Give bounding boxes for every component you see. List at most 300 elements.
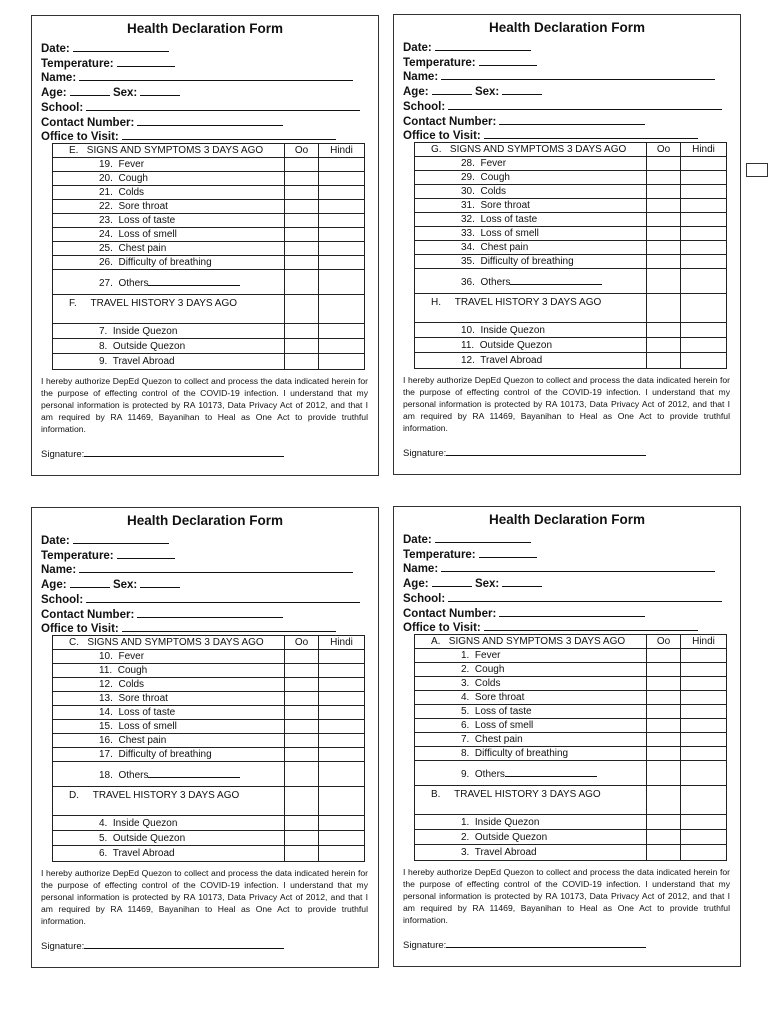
table-row xyxy=(415,353,727,369)
travel-label: Travel Abroad xyxy=(112,848,175,859)
travel-label: Outside Quezon xyxy=(112,832,186,844)
yes-checkbox[interactable] xyxy=(647,353,681,369)
item-number: 7. xyxy=(461,734,470,745)
item-number: 33. xyxy=(461,228,475,239)
no-checkbox[interactable] xyxy=(681,663,727,677)
yes-checkbox[interactable] xyxy=(285,846,319,862)
yes-checkbox[interactable] xyxy=(647,830,681,845)
contact-number-field-label: Contact Number: xyxy=(41,117,135,129)
yes-checkbox[interactable] xyxy=(647,719,681,733)
yes-checkbox[interactable] xyxy=(647,733,681,747)
office-to-visit-field-label: Office to Visit: xyxy=(403,130,481,142)
symptom-label: Difficulty of breathing xyxy=(118,749,212,760)
symptom-label: Chest pain xyxy=(474,734,523,745)
no-checkbox[interactable] xyxy=(681,845,727,861)
symptom-label: Fever xyxy=(474,650,501,661)
office-to-visit-field[interactable] xyxy=(41,621,336,635)
item-number: 12. xyxy=(99,679,113,690)
item-number: 14. xyxy=(99,707,113,718)
office-to-visit-field-label: Office to Visit: xyxy=(41,623,119,635)
item-number: 36. xyxy=(461,276,475,288)
section-letter: A. xyxy=(431,636,441,647)
contact-number-field-label: Contact Number: xyxy=(41,609,135,621)
table-header-row xyxy=(53,636,365,650)
no-checkbox[interactable] xyxy=(681,227,727,241)
signature-field[interactable] xyxy=(41,447,284,460)
no-checkbox[interactable] xyxy=(319,270,365,295)
symptom-label: Fever xyxy=(118,651,145,662)
school-field-label: School: xyxy=(403,593,446,605)
age-label: Age: xyxy=(403,578,429,590)
table-header-row xyxy=(415,143,727,157)
table-row xyxy=(415,733,727,747)
form-title: Health Declaration Form xyxy=(488,512,646,527)
table-row xyxy=(53,846,365,862)
yes-checkbox[interactable] xyxy=(285,354,319,370)
item-number: 1. xyxy=(461,650,470,661)
sex-label: Sex: xyxy=(474,578,500,590)
no-checkbox[interactable] xyxy=(319,846,365,862)
no-checkbox[interactable] xyxy=(319,816,365,831)
contact-number-field[interactable] xyxy=(41,607,283,621)
item-number: 26. xyxy=(99,257,113,268)
no-checkbox[interactable] xyxy=(681,185,727,199)
no-checkbox[interactable] xyxy=(319,354,365,370)
name-field-label: Name: xyxy=(41,72,77,84)
table-row xyxy=(53,256,365,270)
travel-label: Inside Quezon xyxy=(474,816,540,828)
table-row xyxy=(415,663,727,677)
item-number: 9. xyxy=(99,356,108,367)
no-checkbox[interactable] xyxy=(319,831,365,846)
yes-checkbox[interactable] xyxy=(647,157,681,171)
health-declaration-form xyxy=(31,15,379,476)
section-letter: D. xyxy=(69,790,79,801)
travel-title: TRAVEL HISTORY 3 DAYS AGO xyxy=(454,789,601,800)
no-checkbox[interactable] xyxy=(681,677,727,691)
school-field[interactable] xyxy=(403,99,722,113)
table-row xyxy=(415,845,727,861)
travel-label: Outside Quezon xyxy=(474,831,548,843)
no-checkbox[interactable] xyxy=(319,158,365,172)
item-number: 10. xyxy=(461,324,475,336)
yes-checkbox[interactable] xyxy=(647,691,681,705)
no-checkbox[interactable] xyxy=(681,269,727,294)
name-field-label: Name: xyxy=(403,563,439,575)
table-row xyxy=(53,650,365,664)
no-checkbox[interactable] xyxy=(319,256,365,270)
no-checkbox[interactable] xyxy=(681,691,727,705)
age-sex-field[interactable] xyxy=(41,85,180,99)
name-field[interactable] xyxy=(403,69,715,83)
travel-label: Travel Abroad xyxy=(112,356,175,367)
symptom-label: Difficulty of breathing xyxy=(118,257,212,268)
no-checkbox[interactable] xyxy=(319,242,365,256)
signature-field[interactable] xyxy=(403,938,646,951)
yes-checkbox[interactable] xyxy=(285,214,319,228)
item-number: 30. xyxy=(461,186,475,197)
no-checkbox[interactable] xyxy=(681,761,727,786)
no-checkbox[interactable] xyxy=(681,353,727,369)
travel-header-row xyxy=(53,787,365,816)
name-field-label: Name: xyxy=(41,564,77,576)
sex-label: Sex: xyxy=(474,86,500,98)
item-number: 11. xyxy=(99,665,113,676)
yes-checkbox[interactable] xyxy=(285,650,319,664)
no-checkbox[interactable] xyxy=(319,678,365,692)
yes-checkbox[interactable] xyxy=(285,831,319,846)
yes-header: Oo xyxy=(285,636,319,650)
symptom-label: Others xyxy=(118,277,149,289)
no-checkbox[interactable] xyxy=(681,705,727,719)
yes-checkbox[interactable] xyxy=(285,270,319,295)
yes-checkbox[interactable] xyxy=(285,816,319,831)
yes-checkbox[interactable] xyxy=(285,692,319,706)
table-row xyxy=(53,242,365,256)
yes-checkbox[interactable] xyxy=(647,227,681,241)
signature-label: Signature: xyxy=(403,940,447,951)
form-title: Health Declaration Form xyxy=(488,20,646,35)
school-field-label: School: xyxy=(41,102,84,114)
signs-title: SIGNS AND SYMPTOMS 3 DAYS AGO xyxy=(449,144,627,155)
no-checkbox[interactable] xyxy=(681,241,727,255)
health-declaration-form xyxy=(393,506,741,967)
no-checkbox[interactable] xyxy=(681,171,727,185)
temperature-field[interactable] xyxy=(41,548,175,562)
yes-checkbox[interactable] xyxy=(647,323,681,338)
no-checkbox[interactable] xyxy=(319,664,365,678)
consent-text: I hereby authorize DepEd Quezon to collect and process the data indicated herein for the purpose of effecting control of the COVID-19 infection. I understand that my personal information is protected by RA 10173, Data Privacy Act of 2012, and that I am required by RA 11469, Bayanihan to Heal as One Act to provide truthful information. xyxy=(403,375,730,433)
no-checkbox[interactable] xyxy=(319,172,365,186)
yes-checkbox[interactable] xyxy=(285,256,319,270)
item-number: 2. xyxy=(461,831,470,843)
section-letter: F. xyxy=(69,298,77,309)
no-checkbox[interactable] xyxy=(681,815,727,830)
yes-checkbox[interactable] xyxy=(285,200,319,214)
yes-checkbox[interactable] xyxy=(285,762,319,787)
contact-number-field[interactable] xyxy=(403,114,645,128)
table-row xyxy=(415,323,727,338)
item-number: 32. xyxy=(461,214,475,225)
symptom-label: Cough xyxy=(118,173,148,184)
item-number: 5. xyxy=(461,706,470,717)
no-checkbox[interactable] xyxy=(681,747,727,761)
item-number: 28. xyxy=(461,158,475,169)
table-row xyxy=(53,678,365,692)
office-to-visit-field[interactable] xyxy=(403,620,698,634)
yes-checkbox[interactable] xyxy=(285,172,319,186)
yes-checkbox[interactable] xyxy=(285,678,319,692)
symptom-label: Colds xyxy=(480,186,507,197)
school-field[interactable] xyxy=(41,592,360,606)
temperature-field-label: Temperature: xyxy=(41,550,114,562)
table-row xyxy=(415,157,727,171)
symptom-label: Loss of taste xyxy=(480,214,538,225)
yes-checkbox[interactable] xyxy=(647,663,681,677)
item-number: 6. xyxy=(99,848,108,859)
table-header-row xyxy=(415,635,727,649)
school-field[interactable] xyxy=(403,591,722,605)
yes-checkbox[interactable] xyxy=(285,242,319,256)
no-checkbox[interactable] xyxy=(681,323,727,338)
item-number: 15. xyxy=(99,721,113,732)
item-number: 31. xyxy=(461,200,475,211)
no-checkbox[interactable] xyxy=(319,734,365,748)
item-number: 11. xyxy=(461,339,475,351)
date-field-label: Date: xyxy=(41,43,70,55)
symptom-label: Sore throat xyxy=(118,201,168,212)
age-label: Age: xyxy=(41,87,67,99)
yes-checkbox[interactable] xyxy=(285,706,319,720)
item-number: 2. xyxy=(461,664,470,675)
section-letter: B. xyxy=(431,789,441,800)
table-row xyxy=(415,705,727,719)
symptom-label: Cough xyxy=(474,664,505,675)
age-sex-field[interactable] xyxy=(403,576,542,590)
symptom-label: Loss of smell xyxy=(480,228,539,239)
table-row xyxy=(415,649,727,663)
symptom-label: Loss of taste xyxy=(474,706,532,717)
no-checkbox[interactable] xyxy=(319,720,365,734)
signature-field[interactable] xyxy=(403,446,646,459)
no-checkbox[interactable] xyxy=(319,214,365,228)
travel-label: Inside Quezon xyxy=(112,325,178,337)
yes-checkbox[interactable] xyxy=(647,705,681,719)
table-row xyxy=(415,761,727,786)
date-field-label: Date: xyxy=(403,534,432,546)
yes-checkbox[interactable] xyxy=(285,720,319,734)
table-row xyxy=(53,692,365,706)
symptom-label: Loss of smell xyxy=(118,721,177,732)
yes-checkbox[interactable] xyxy=(285,664,319,678)
no-checkbox[interactable] xyxy=(319,200,365,214)
symptom-label: Chest pain xyxy=(480,242,529,253)
item-number: 3. xyxy=(461,678,470,689)
symptom-label: Sore throat xyxy=(480,200,530,211)
yes-checkbox[interactable] xyxy=(647,199,681,213)
symptom-label: Colds xyxy=(474,678,501,689)
date-field[interactable] xyxy=(403,532,531,546)
symptom-label: Others xyxy=(480,276,511,288)
yes-checkbox[interactable] xyxy=(647,338,681,353)
yes-checkbox[interactable] xyxy=(647,677,681,691)
signature-label: Signature: xyxy=(41,941,85,952)
travel-label: Inside Quezon xyxy=(112,817,178,829)
item-number: 5. xyxy=(99,832,108,844)
yes-checkbox[interactable] xyxy=(647,213,681,227)
table-row xyxy=(53,200,365,214)
consent-text: I hereby authorize DepEd Quezon to collect and process the data indicated herein for the purpose of effecting control of the COVID-19 infection. I understand that my personal information is protected by RA 10173, Data Privacy Act of 2012, and that I am required by RA 11469, Bayanihan to Heal as One Act to provide truthful information. xyxy=(41,376,368,434)
yes-checkbox[interactable] xyxy=(647,269,681,294)
symptom-label: Difficulty of breathing xyxy=(480,256,574,267)
contact-number-field[interactable] xyxy=(403,606,645,620)
symptoms-table xyxy=(52,635,365,862)
symptom-label: Others xyxy=(118,769,149,781)
table-row xyxy=(53,831,365,846)
table-row xyxy=(415,199,727,213)
date-field[interactable] xyxy=(403,40,531,54)
yes-checkbox[interactable] xyxy=(647,185,681,199)
symptom-label: Colds xyxy=(118,679,145,690)
yes-checkbox[interactable] xyxy=(285,324,319,339)
no-checkbox[interactable] xyxy=(681,199,727,213)
table-row xyxy=(53,734,365,748)
contact-number-field[interactable] xyxy=(41,115,283,129)
no-header: Hindi xyxy=(681,143,727,157)
date-field[interactable] xyxy=(41,41,169,55)
no-checkbox[interactable] xyxy=(681,649,727,663)
travel-header-row xyxy=(415,786,727,815)
table-row xyxy=(53,158,365,172)
table-header-row xyxy=(53,144,365,158)
date-field-label: Date: xyxy=(403,42,432,54)
table-row xyxy=(415,213,727,227)
yes-checkbox[interactable] xyxy=(647,171,681,185)
no-checkbox[interactable] xyxy=(681,213,727,227)
symptom-label: Cough xyxy=(480,172,510,183)
no-checkbox[interactable] xyxy=(319,762,365,787)
no-checkbox[interactable] xyxy=(681,719,727,733)
travel-title: TRAVEL HISTORY 3 DAYS AGO xyxy=(90,298,238,309)
table-row xyxy=(53,706,365,720)
no-checkbox[interactable] xyxy=(681,157,727,171)
temperature-field[interactable] xyxy=(403,547,537,561)
table-row xyxy=(53,228,365,242)
travel-label: Travel Abroad xyxy=(474,847,537,858)
symptoms-table xyxy=(414,142,727,369)
table-row xyxy=(415,171,727,185)
temperature-field-label: Temperature: xyxy=(41,58,114,70)
table-row xyxy=(415,338,727,353)
age-sex-field[interactable] xyxy=(403,84,542,98)
no-checkbox[interactable] xyxy=(681,255,727,269)
signature-field[interactable] xyxy=(41,939,284,952)
travel-label: Outside Quezon xyxy=(479,339,552,351)
symptom-label: Sore throat xyxy=(474,692,525,703)
symptoms-table xyxy=(52,143,365,370)
yes-checkbox[interactable] xyxy=(647,845,681,861)
item-number: 12. xyxy=(461,355,475,366)
no-checkbox[interactable] xyxy=(319,339,365,354)
item-number: 7. xyxy=(99,325,108,337)
date-field-label: Date: xyxy=(41,535,70,547)
yes-checkbox[interactable] xyxy=(647,761,681,786)
travel-label: Inside Quezon xyxy=(480,324,545,336)
symptom-label: Others xyxy=(474,768,505,780)
yes-checkbox[interactable] xyxy=(285,158,319,172)
symptom-label: Sore throat xyxy=(118,693,168,704)
consent-text: I hereby authorize DepEd Quezon to collect and process the data indicated herein for the purpose of effecting control of the COVID-19 infection. I understand that my personal information is protected by RA 10173, Data Privacy Act of 2012, and that I am required by RA 11469, Bayanihan to Heal as One Act to provide truthful information. xyxy=(403,867,730,925)
office-to-visit-field[interactable] xyxy=(41,129,336,143)
table-row xyxy=(415,719,727,733)
office-to-visit-field-label: Office to Visit: xyxy=(41,131,119,143)
item-number: 23. xyxy=(99,215,113,226)
yes-checkbox[interactable] xyxy=(285,734,319,748)
school-field[interactable] xyxy=(41,100,360,114)
symptom-label: Loss of smell xyxy=(118,229,177,240)
table-row xyxy=(53,762,365,787)
no-checkbox[interactable] xyxy=(319,186,365,200)
travel-header-row xyxy=(415,294,727,323)
symptom-label: Chest pain xyxy=(118,243,167,254)
travel-label: Travel Abroad xyxy=(480,355,543,366)
no-checkbox[interactable] xyxy=(681,733,727,747)
table-row xyxy=(415,830,727,845)
school-field-label: School: xyxy=(41,594,84,606)
temperature-field[interactable] xyxy=(403,55,537,69)
date-field[interactable] xyxy=(41,533,169,547)
table-row xyxy=(415,269,727,294)
item-number: 6. xyxy=(461,720,470,731)
name-field[interactable] xyxy=(403,561,715,575)
temperature-field-label: Temperature: xyxy=(403,549,476,561)
health-declaration-form xyxy=(393,14,741,475)
yes-checkbox[interactable] xyxy=(647,241,681,255)
table-row xyxy=(415,185,727,199)
no-checkbox[interactable] xyxy=(319,748,365,762)
office-to-visit-field[interactable] xyxy=(403,128,698,142)
signs-title: SIGNS AND SYMPTOMS 3 DAYS AGO xyxy=(86,145,264,156)
table-row xyxy=(53,270,365,295)
signs-title: SIGNS AND SYMPTOMS 3 DAYS AGO xyxy=(87,637,264,648)
no-checkbox[interactable] xyxy=(319,706,365,720)
name-field-label: Name: xyxy=(403,71,439,83)
travel-label: Outside Quezon xyxy=(112,340,186,352)
item-number: 21. xyxy=(99,187,113,198)
no-header: Hindi xyxy=(319,144,365,158)
table-row xyxy=(415,255,727,269)
table-row xyxy=(53,324,365,339)
symptom-label: Loss of smell xyxy=(474,720,534,731)
yes-checkbox[interactable] xyxy=(285,186,319,200)
item-number: 10. xyxy=(99,651,113,662)
table-row xyxy=(53,214,365,228)
sex-label: Sex: xyxy=(112,87,138,99)
no-checkbox[interactable] xyxy=(319,650,365,664)
symptom-label: Loss of taste xyxy=(118,707,176,718)
item-number: 34. xyxy=(461,242,475,253)
yes-checkbox[interactable] xyxy=(647,815,681,830)
symptoms-table xyxy=(414,634,727,861)
no-checkbox[interactable] xyxy=(319,324,365,339)
no-checkbox[interactable] xyxy=(319,692,365,706)
travel-header-row xyxy=(53,295,365,324)
no-checkbox[interactable] xyxy=(319,228,365,242)
item-number: 1. xyxy=(461,816,470,828)
yes-checkbox[interactable] xyxy=(285,339,319,354)
symptom-label: Fever xyxy=(118,159,145,170)
yes-checkbox[interactable] xyxy=(647,649,681,663)
yes-checkbox[interactable] xyxy=(647,747,681,761)
yes-header: Oo xyxy=(647,143,681,157)
yes-checkbox[interactable] xyxy=(647,255,681,269)
yes-header: Oo xyxy=(285,144,319,158)
name-field[interactable] xyxy=(41,562,353,576)
symptom-label: Fever xyxy=(480,158,507,169)
signature-label: Signature: xyxy=(403,448,447,459)
table-row xyxy=(415,241,727,255)
yes-checkbox[interactable] xyxy=(285,228,319,242)
yes-checkbox[interactable] xyxy=(285,748,319,762)
age-sex-field[interactable] xyxy=(41,577,180,591)
no-checkbox[interactable] xyxy=(681,338,727,353)
signs-title: SIGNS AND SYMPTOMS 3 DAYS AGO xyxy=(448,636,626,647)
temperature-field[interactable] xyxy=(41,56,175,70)
no-checkbox[interactable] xyxy=(681,830,727,845)
table-row xyxy=(53,664,365,678)
item-number: 4. xyxy=(99,817,108,829)
name-field[interactable] xyxy=(41,70,353,84)
